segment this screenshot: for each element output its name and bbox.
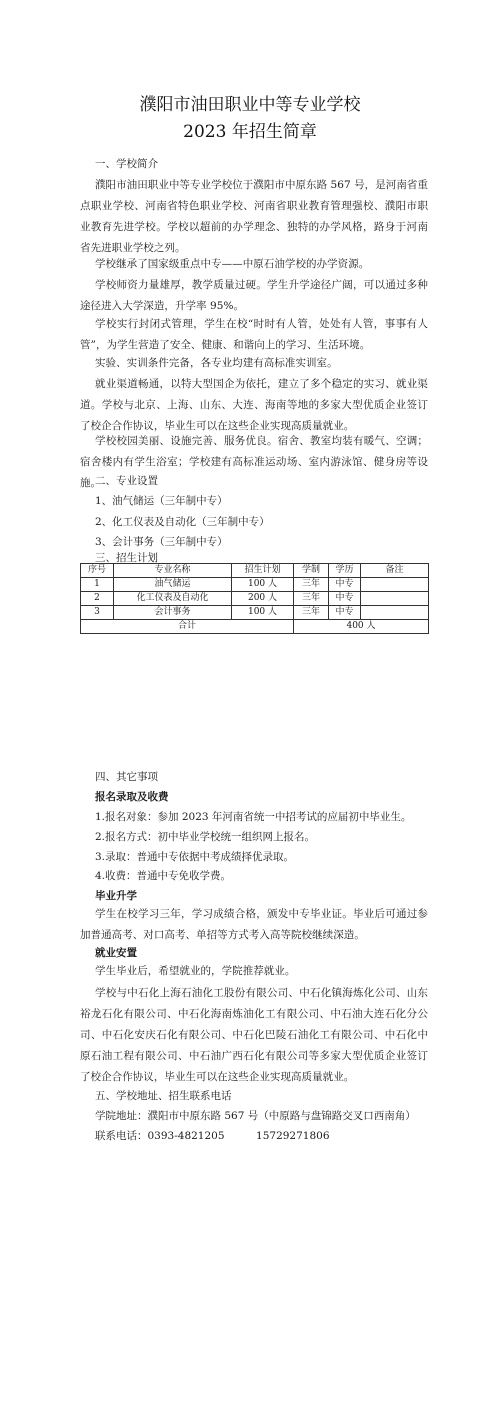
- enroll-item-3: 3.录取：普通中专依据中考成绩择优录取。: [95, 851, 295, 863]
- table-header-cell: 备注: [361, 564, 429, 578]
- table-header-cell: 招生计划: [232, 564, 294, 578]
- table-cell: 100 人: [232, 606, 294, 620]
- table-total-value: 400 人: [294, 620, 429, 634]
- section-heading-majors: 二、专业设置: [95, 475, 158, 487]
- employment-paragraph-1: 学生毕业后，希望就业的，学院推荐就业。: [95, 965, 296, 977]
- intro-paragraph-5: 实验、实训条件完备，各专业均建有高标准实训室。: [95, 357, 338, 369]
- intro-paragraph-1: 濮阳市油田职业中等专业学校位于濮阳市中原东路 567 号，是河南省重点职业学校、河南省特色职业学校、河南省职业教育管理强校、濮阳市职业教育先进学校。学校以超前的办学理念、独特的办学风格，路身于河南省先进职业学校之列。: [80, 179, 428, 254]
- table-row: [81, 592, 429, 606]
- enroll-item-1: 1.报名对象：参加 2023 年河南省统一中招考试的应届初中毕业生。: [95, 811, 412, 823]
- table-cell: 中专: [329, 592, 361, 606]
- table-cell: 1: [81, 578, 114, 592]
- table-cell: 3: [81, 606, 114, 620]
- table-total-label: 合计: [81, 620, 294, 634]
- enrollment-plan-table: [80, 563, 429, 634]
- intro-paragraph-4: 学校实行封闭式管理，学生在校“时时有人管，处处有人管，事事有人管”，为学生营造了安全、健康、和谐向上的学习、生活环境。: [80, 318, 428, 351]
- table-cell: [361, 606, 429, 620]
- table-cell: [361, 578, 429, 592]
- intro-paragraph-6: 就业渠道畅通，以特大型国企为依托，建立了多个稳定的实习、就业渠道。学校与北京、上海、山东、大连、海南等地的多家大型优质企业签订了校企合作协议，毕业生可以在这些企业实现高质量就业。: [80, 378, 428, 432]
- enroll-item-2: 2.报名方式：初中毕业学校统一组织网上报名。: [95, 831, 316, 843]
- subheading-enrollment: 报名录取及收费: [95, 791, 169, 803]
- further-study-paragraph: 学生在校学习三年，学习成绩合格，颁发中专毕业证。毕业后可通过参加普通高考、对口高考、单招等方式考入高等院校继续深造。: [80, 908, 428, 941]
- document-subtitle: 2023 年招生简章: [183, 122, 317, 142]
- table-cell: 中专: [329, 606, 361, 620]
- phone-line: 联系电话：0393-4821205 15729271806: [95, 1130, 330, 1142]
- subheading-employment: 就业安置: [95, 947, 137, 959]
- section-heading-plan: 三、招生计划: [95, 552, 158, 564]
- section-heading-intro: 一、学校简介: [95, 158, 158, 170]
- table-total-row: [81, 620, 429, 634]
- major-item-1: 1、油气储运（三年制中专）: [95, 495, 228, 507]
- major-item-2: 2、化工仪表及自动化（三年制中专）: [95, 516, 270, 528]
- table-cell: 三年: [294, 578, 329, 592]
- table-header-cell: 学制: [294, 564, 329, 578]
- table-header-cell: 专业名称: [114, 564, 232, 578]
- table-cell: 三年: [294, 606, 329, 620]
- document-title: 濮阳市油田职业中等专业学校: [139, 95, 361, 115]
- subheading-further-study: 毕业升学: [95, 890, 137, 902]
- employment-paragraph-2: 学校与中石化上海石油化工股份有限公司、中石化镇海炼化公司、山东裕龙石化有限公司、中石化海南炼油化工有限公司、中石油大连石化分公司、中石化安庆石化有限公司、中石化巴陵石油化工有限公司、中石化中原石油工程有限公司、中石油广西石化有限公司等多家大型优质企业签订了校企合作协议，毕业生可以在这些企业实现高质量就业。: [80, 987, 428, 1083]
- table-cell: 化工仪表及自动化: [114, 592, 232, 606]
- address-line: 学院地址：濮阳市中原东路 567 号（中原路与盘锦路交叉口西南角）: [95, 1110, 416, 1122]
- table-header-row: [81, 564, 429, 578]
- intro-paragraph-2: 学校继承了国家级重点中专——中原石油学校的办学资源。: [95, 258, 370, 270]
- intro-paragraph-7: 学校校园美丽、设施完善、服务优良。宿舍、教室均装有暖气、空调；宿舍楼内有学生浴室；学校建有高标准运动场、室内游泳馆、健身房等设施。: [80, 435, 428, 489]
- table-header-cell: 学历: [329, 564, 361, 578]
- table-cell: 会计事务: [114, 606, 232, 620]
- table-cell: 200 人: [232, 592, 294, 606]
- table-row: [81, 578, 429, 592]
- table-cell: 100 人: [232, 578, 294, 592]
- major-item-3: 3、会计事务（三年制中专）: [95, 536, 228, 548]
- table-cell: [361, 592, 429, 606]
- section-heading-other: 四、其它事项: [95, 771, 158, 783]
- table-cell: 中专: [329, 578, 361, 592]
- table-cell: 2: [81, 592, 114, 606]
- section-heading-contact: 五、学校地址、招生联系电话: [95, 1090, 232, 1102]
- table-cell: 油气储运: [114, 578, 232, 592]
- table-row: [81, 606, 429, 620]
- enroll-item-4: 4.收费：普通中专免收学费。: [95, 870, 232, 882]
- table-header-cell: 序号: [81, 564, 114, 578]
- intro-paragraph-3: 学校师资力量雄厚，教学质量过硬。学生升学途径广阔，可以通过多种途径进入大学深造，升学率 95%。: [80, 279, 428, 312]
- table-cell: 三年: [294, 592, 329, 606]
